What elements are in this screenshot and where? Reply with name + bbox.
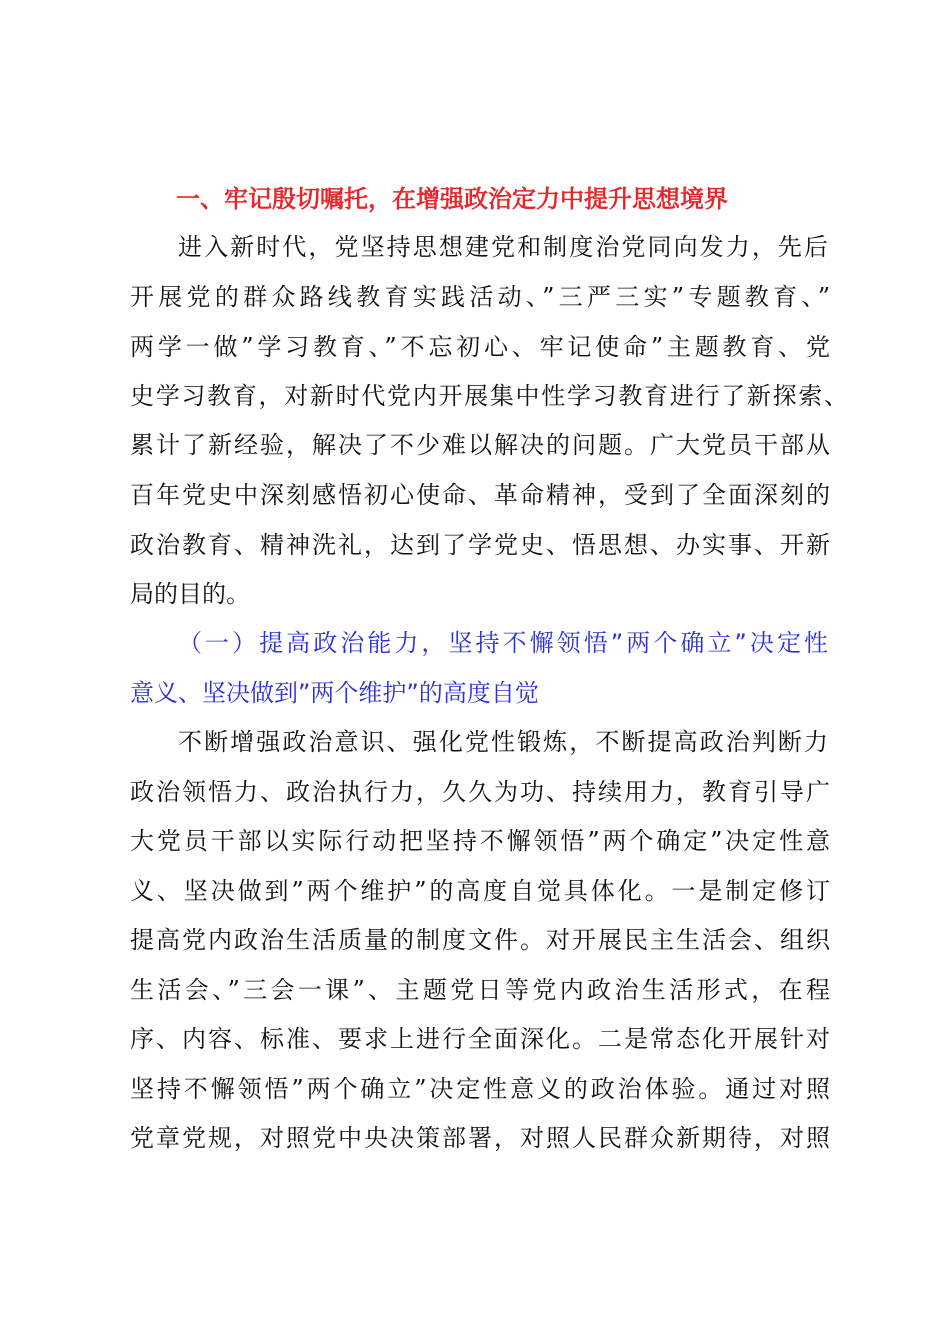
paragraph-line: 生活会、”三会一课”、主题党日等党内政治生活形式，在程 xyxy=(130,976,830,1004)
paragraph-line: 提高党内政治生活质量的制度文件。对开展民主生活会、组织 xyxy=(130,926,830,954)
paragraph-line: 序、内容、标准、要求上进行全面深化。二是常态化开展针对 xyxy=(130,1025,830,1053)
paragraph-line: 政治教育、精神洗礼，达到了学党史、悟思想、办实事、开新 xyxy=(130,531,830,559)
subsection-heading: （一）提高政治能力，坚持不懈领悟”两个确立”决定性 xyxy=(178,629,828,657)
paragraph-line: 两学一做”学习教育、”不忘初心、牢记使命”主题教育、党 xyxy=(130,333,830,361)
paragraph-line: 累计了新经验，解决了不少难以解决的问题。广大党员干部从 xyxy=(130,431,830,459)
paragraph-line: 政治领悟力、政治执行力，久久为功、持续用力，教育引导广 xyxy=(130,778,830,806)
paragraph-line: 坚持不懈领悟”两个确立”决定性意义的政治体验。通过对照 xyxy=(130,1075,830,1103)
paragraph-line: 局的目的。 xyxy=(130,580,250,608)
paragraph-line: 党章党规，对照党中央决策部署，对照人民群众新期待，对照 xyxy=(130,1124,830,1152)
paragraph-line: 义、坚决做到”两个维护”的高度自觉具体化。一是制定修订 xyxy=(130,877,830,905)
paragraph-line: 大党员干部以实际行动把坚持不懈领悟”两个确定”决定性意 xyxy=(130,827,830,855)
paragraph-line: 百年党史中深刻感悟初心使命、革命精神，受到了全面深刻的 xyxy=(130,481,830,509)
section-heading: 一、牢记殷切嘱托，在增强政治定力中提升思想境界 xyxy=(176,185,728,213)
paragraph-line: 开展党的群众路线教育实践活动、”三严三实”专题教育、” xyxy=(130,283,830,311)
paragraph-line: 进入新时代，党坚持思想建党和制度治党同向发力，先后 xyxy=(178,233,828,261)
subsection-heading: 意义、坚决做到”两个维护”的高度自觉 xyxy=(130,679,539,707)
paragraph-line: 不断增强政治意识、强化党性锻炼，不断提高政治判断力 xyxy=(178,728,828,756)
paragraph-line: 史学习教育，对新时代党内开展集中性学习教育进行了新探索、 xyxy=(130,382,848,410)
